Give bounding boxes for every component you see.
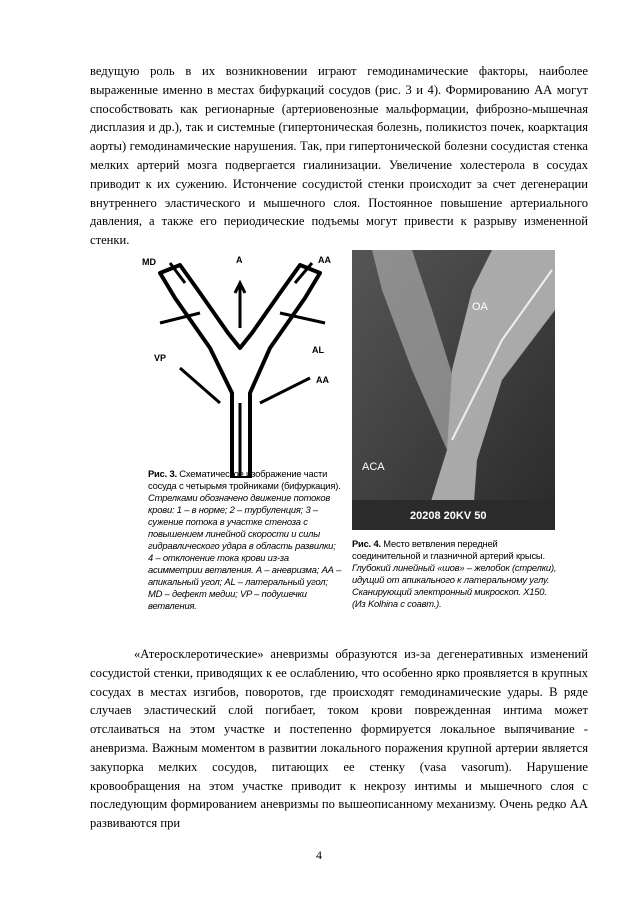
figure-3-caption-italic: Стрелками обозначено движение потоков крови: 1 – в норме; 2 – турбуленция; 3 – сужение потока в участке стеноза с повышением линейной скорости и силы гидравлического удара в область развилки; 4 – отклонение тока крови из-за асимметрии ветвления. А – аневризма; АА – апикальный угол; AL – латеральный угол; MD – дефект медии; VP – подушечки ветвления.	[148, 492, 342, 611]
label-md: MD	[142, 257, 156, 267]
figure-4-micrograph	[352, 250, 555, 530]
label-al: AL	[312, 345, 324, 355]
figure-3-caption	[148, 468, 343, 612]
figure-3-caption-text: Схематическое изображение части сосуда с четырьмя тройниками (бифуркация).	[148, 468, 341, 491]
label-aca: ACA	[362, 461, 385, 473]
label-vp: VP	[154, 353, 167, 363]
page-number: 4	[316, 848, 322, 862]
figure-4-caption-head: Рис. 4.	[352, 538, 381, 549]
label-aa-bottom: AA	[316, 375, 329, 385]
figure-3-schematic	[140, 253, 345, 478]
label-aa-top: AA	[318, 255, 331, 265]
paragraph-bottom: «Атеросклеротические» аневризмы образуются из-за дегенеративных изменений сосудистой стенки, приводящих к ее ослаблению, что особенно ярко проявляется в крупных сосудах в местах изгибов, поворотов, где происходят гемодинамические удары. В ряде случаев эластический слой погибает, током крови поврежденная интима может отслаиваться на этом участке и постепенно формируется локальное выпячивание - аневризма. Важным моментом в развитии локального поражения крупной артерии является закупорка мелких сосудов, питающих ее стенку (vasa vasorum). Нарушение кровообращения на этом участке приводит к некрозу интимы и мышечного слоя с последующим формированием аневризмы по вышеописанному механизму. Очень редко АА развиваются при	[90, 647, 588, 831]
micrograph-image	[352, 250, 555, 530]
label-oa: OA	[472, 301, 488, 313]
figure-4-caption	[352, 538, 558, 610]
figure-3-caption-head: Рис. 3.	[148, 468, 177, 479]
figure-4-caption-italic: Глубокий линейный «шов» – желобок (стрелки), идущий от апикального к латеральному углу. Сканирующий электронный микроскоп. Х150. (Из Kolhina с соавт.).	[352, 562, 557, 609]
scale-bar-text: 20208 20KV 50	[410, 510, 487, 522]
figure-4-caption-text: Место ветвления передней соединительной и глазничной артерий крысы.	[352, 538, 545, 561]
vessel-bifurcation-diagram	[140, 253, 345, 478]
label-a: A	[236, 255, 243, 265]
paragraph-top: ведущую роль в их возникновении играют гемодинамические факторы, наиболее выраженные именно в местах бифуркаций сосудов (рис. 3 и 4). Формированию АА могут способствовать как регионарные (артериовенозные мальформации, фиброзно-мышечная дисплазия и др.), так и системные (гипертоническая болезнь, поликистоз почек, коарктация аорты) гемодинамические нарушения. Так, при гипертонической болезни сосудистая стенка мелких артерий мозга подвергается гиалинизации. Увеличение холестерола в сосудах приводит к их сужению. Истончение сосудистой стенки происходит за счет дегенерации внутреннего эластического и мышечного слоя. Постоянное повышение артериального давления, а также его периодические подъемы могут привести к разрыву измененной стенки.	[90, 64, 588, 248]
